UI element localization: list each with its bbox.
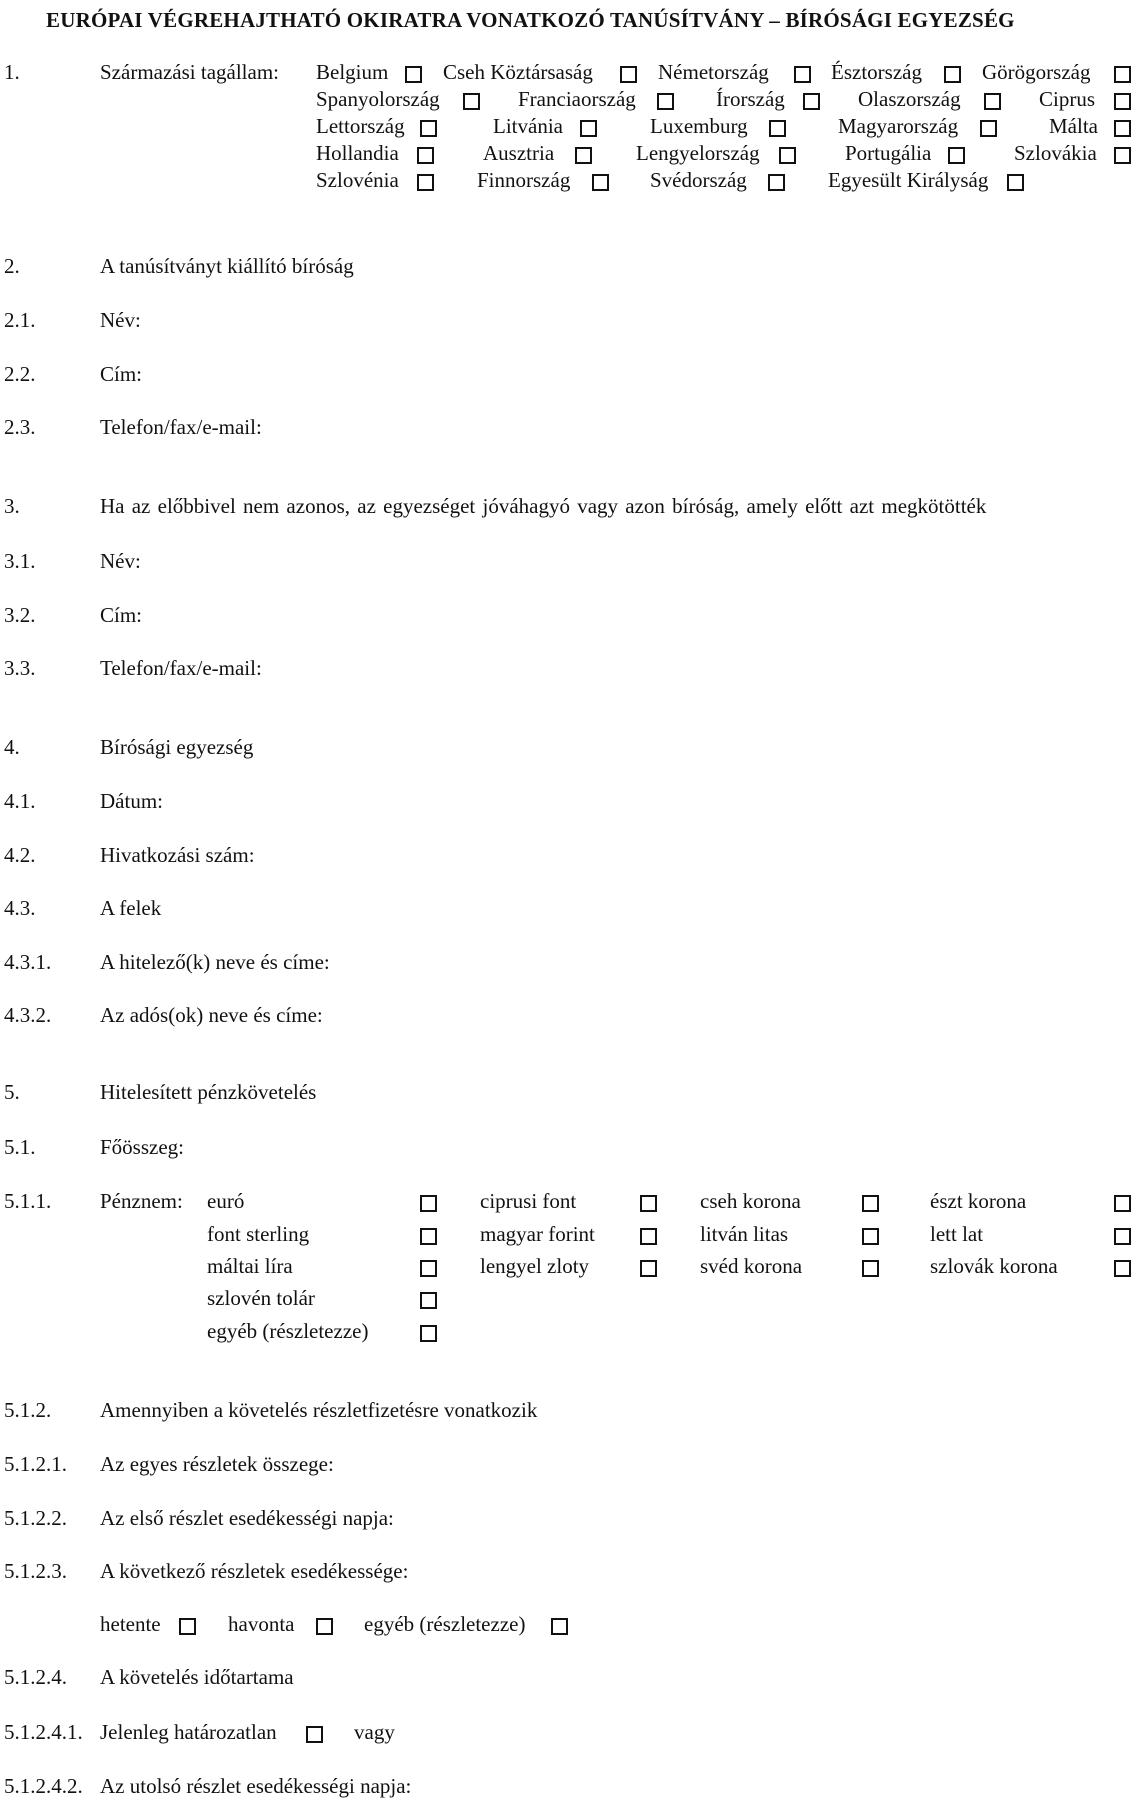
item-number: 2.3.	[4, 415, 36, 439]
item-number: 5.1.2.	[4, 1398, 52, 1422]
item-label: A felek	[100, 896, 162, 920]
country-austria-label: Ausztria	[483, 141, 555, 165]
item-number: 4.1.	[4, 789, 36, 813]
country-ireland-checkbox[interactable]	[803, 93, 820, 110]
item-label: Név:	[100, 549, 141, 573]
country-lithuania-label: Litvánia	[493, 114, 563, 138]
item-number: 2.2.	[4, 362, 36, 386]
currency-gbp-checkbox[interactable]	[420, 1228, 437, 1245]
country-malta-label: Málta	[1049, 114, 1098, 138]
item-number: 3.2.	[4, 603, 36, 627]
item-label: Bírósági egyezség	[100, 735, 254, 759]
indefinite-label: Jelenleg határozatlan	[100, 1720, 277, 1744]
frequency-weekly-label: hetente	[100, 1612, 161, 1636]
country-uk-label: Egyesült Királyság	[828, 168, 989, 192]
item-number: 2.1.	[4, 308, 36, 332]
country-greece-checkbox[interactable]	[1114, 66, 1131, 83]
item-label: Ha az előbbivel nem azonos, az egyezséget jóváhagyó vagy azon bíróság, amely előtt azt megkötötték	[100, 494, 987, 518]
currency-option-label: szlovák korona	[930, 1254, 1058, 1278]
country-netherlands-label: Hollandia	[316, 141, 399, 165]
currency-option-label: észt korona	[930, 1189, 1027, 1213]
item-number: 5.1.	[4, 1135, 36, 1159]
currency-label: Pénznem:	[100, 1189, 183, 1213]
country-finland-label: Finnország	[477, 168, 571, 192]
country-austria-checkbox[interactable]	[575, 147, 592, 164]
country-latvia-checkbox[interactable]	[420, 120, 437, 137]
currency-pln-checkbox[interactable]	[640, 1260, 657, 1277]
country-estonia-label: Észtország	[831, 60, 922, 84]
country-france-checkbox[interactable]	[657, 93, 674, 110]
currency-option-label: máltai líra	[207, 1254, 293, 1278]
country-cyprus-checkbox[interactable]	[1114, 93, 1131, 110]
currency-option-label: lett lat	[930, 1222, 984, 1246]
item-number: 5.1.2.4.1.	[4, 1720, 83, 1744]
country-hungary-checkbox[interactable]	[980, 120, 997, 137]
country-germany-label: Németország	[658, 60, 769, 84]
or-label: vagy	[354, 1720, 395, 1744]
member-state-label: Származási tagállam:	[100, 60, 280, 84]
country-malta-checkbox[interactable]	[1114, 120, 1131, 137]
item-label: A követelés időtartama	[100, 1665, 294, 1689]
item-label: Cím:	[100, 362, 143, 386]
item-number: 3.	[4, 494, 20, 518]
currency-mtl-checkbox[interactable]	[420, 1260, 437, 1277]
currency-other-checkbox[interactable]	[420, 1325, 437, 1342]
currency-option-label: svéd korona	[700, 1254, 803, 1278]
country-italy-checkbox[interactable]	[984, 93, 1001, 110]
currency-lvl-checkbox[interactable]	[1114, 1228, 1131, 1245]
item-label: Az utolsó részlet esedékességi napja:	[100, 1774, 412, 1798]
item-number: 4.3.1.	[4, 950, 52, 974]
item-label: Az adós(ok) neve és címe:	[100, 1003, 323, 1027]
currency-number: 5.1.1.	[4, 1189, 52, 1213]
item-number: 5.1.2.1.	[4, 1452, 67, 1476]
item-label: A hitelező(k) neve és címe:	[100, 950, 330, 974]
item-number: 5.1.2.2.	[4, 1506, 67, 1530]
item-label: Hitelesített pénzkövetelés	[100, 1080, 317, 1104]
item-label: Az egyes részletek összege:	[100, 1452, 334, 1476]
country-germany-checkbox[interactable]	[794, 66, 811, 83]
page-title: EURÓPAI VÉGREHAJTHATÓ OKIRATRA VONATKOZÓ TANÚSÍTVÁNY – BÍRÓSÁGI EGYEZSÉG	[46, 8, 1015, 32]
country-slovakia-checkbox[interactable]	[1114, 147, 1131, 164]
country-spain-label: Spanyolország	[316, 87, 440, 111]
country-luxembourg-label: Luxemburg	[650, 114, 748, 138]
item-number: 3.1.	[4, 549, 36, 573]
item-number: 5.1.2.4.	[4, 1665, 67, 1689]
frequency-other-label: egyéb (részletezze)	[364, 1612, 526, 1636]
item-number: 5.	[4, 1080, 20, 1104]
country-portugal-label: Portugália	[845, 141, 932, 165]
country-netherlands-checkbox[interactable]	[417, 147, 434, 164]
country-finland-checkbox[interactable]	[592, 174, 609, 191]
currency-option-label: ciprusi font	[480, 1189, 577, 1213]
currency-eek-checkbox[interactable]	[1114, 1195, 1131, 1212]
item-label: A következő részletek esedékessége:	[100, 1559, 409, 1583]
item-label: A tanúsítványt kiállító bíróság	[100, 254, 354, 278]
item-label: Hivatkozási szám:	[100, 843, 255, 867]
item-number: 5.1.2.3.	[4, 1559, 67, 1583]
currency-sit-checkbox[interactable]	[420, 1292, 437, 1309]
item-label: Cím:	[100, 603, 143, 627]
item-number: 4.2.	[4, 843, 36, 867]
country-uk-checkbox[interactable]	[1007, 174, 1024, 191]
currency-ltl-checkbox[interactable]	[862, 1228, 879, 1245]
currency-option-label: font sterling	[207, 1222, 310, 1246]
frequency-other-checkbox[interactable]	[551, 1618, 568, 1635]
country-portugal-checkbox[interactable]	[948, 147, 965, 164]
country-czech-label: Cseh Köztársaság	[443, 60, 593, 84]
country-poland-checkbox[interactable]	[779, 147, 796, 164]
currency-huf-checkbox[interactable]	[640, 1228, 657, 1245]
country-estonia-checkbox[interactable]	[944, 66, 961, 83]
country-spain-checkbox[interactable]	[463, 93, 480, 110]
item-label: Telefon/fax/e-mail:	[100, 415, 262, 439]
currency-option-label: magyar forint	[480, 1222, 595, 1246]
country-slovenia-label: Szlovénia	[316, 168, 399, 192]
frequency-monthly-checkbox[interactable]	[316, 1618, 333, 1635]
currency-option-label: egyéb (részletezze)	[207, 1319, 369, 1343]
country-sweden-checkbox[interactable]	[768, 174, 785, 191]
frequency-weekly-checkbox[interactable]	[179, 1618, 196, 1635]
indefinite-checkbox[interactable]	[306, 1726, 323, 1743]
country-hungary-label: Magyarország	[838, 114, 959, 138]
currency-option-label: cseh korona	[700, 1189, 801, 1213]
item-number: 4.	[4, 735, 20, 759]
currency-skk-checkbox[interactable]	[1114, 1260, 1131, 1277]
country-france-label: Franciaország	[518, 87, 636, 111]
country-slovakia-label: Szlovákia	[1014, 141, 1097, 165]
item-number: 4.3.2.	[4, 1003, 52, 1027]
country-ireland-label: Írország	[716, 87, 785, 111]
item-number: 4.3.	[4, 896, 36, 920]
currency-eur-checkbox[interactable]	[420, 1195, 437, 1212]
country-sweden-label: Svédország	[650, 168, 747, 192]
currency-option-label: lengyel zloty	[480, 1254, 590, 1278]
item-label: Az első részlet esedékességi napja:	[100, 1506, 394, 1530]
country-poland-label: Lengyelország	[636, 141, 760, 165]
item-number: 2.	[4, 254, 20, 278]
country-greece-label: Görögország	[982, 60, 1091, 84]
item-label: Főösszeg:	[100, 1135, 184, 1159]
country-latvia-label: Lettország	[316, 114, 405, 138]
country-cyprus-label: Ciprus	[1039, 87, 1096, 111]
country-czech-checkbox[interactable]	[620, 66, 637, 83]
country-slovenia-checkbox[interactable]	[417, 174, 434, 191]
currency-sek-checkbox[interactable]	[862, 1260, 879, 1277]
currency-option-label: litván litas	[700, 1222, 789, 1246]
item-label: Telefon/fax/e-mail:	[100, 656, 262, 680]
country-belgium-label: Belgium	[316, 60, 389, 84]
item-label: Amennyiben a követelés részletfizetésre vonatkozik	[100, 1398, 538, 1422]
currency-option-label: euró	[207, 1189, 245, 1213]
country-luxembourg-checkbox[interactable]	[769, 120, 786, 137]
currency-option-label: szlovén tolár	[207, 1286, 315, 1310]
country-belgium-checkbox[interactable]	[405, 66, 422, 83]
country-italy-label: Olaszország	[858, 87, 961, 111]
country-lithuania-checkbox[interactable]	[580, 120, 597, 137]
currency-cyp-checkbox[interactable]	[640, 1195, 657, 1212]
section-number: 1.	[4, 60, 20, 84]
frequency-monthly-label: havonta	[228, 1612, 295, 1636]
item-label: Dátum:	[100, 789, 163, 813]
item-number: 3.3.	[4, 656, 36, 680]
item-number: 5.1.2.4.2.	[4, 1774, 83, 1798]
item-label: Név:	[100, 308, 141, 332]
currency-czk-checkbox[interactable]	[862, 1195, 879, 1212]
